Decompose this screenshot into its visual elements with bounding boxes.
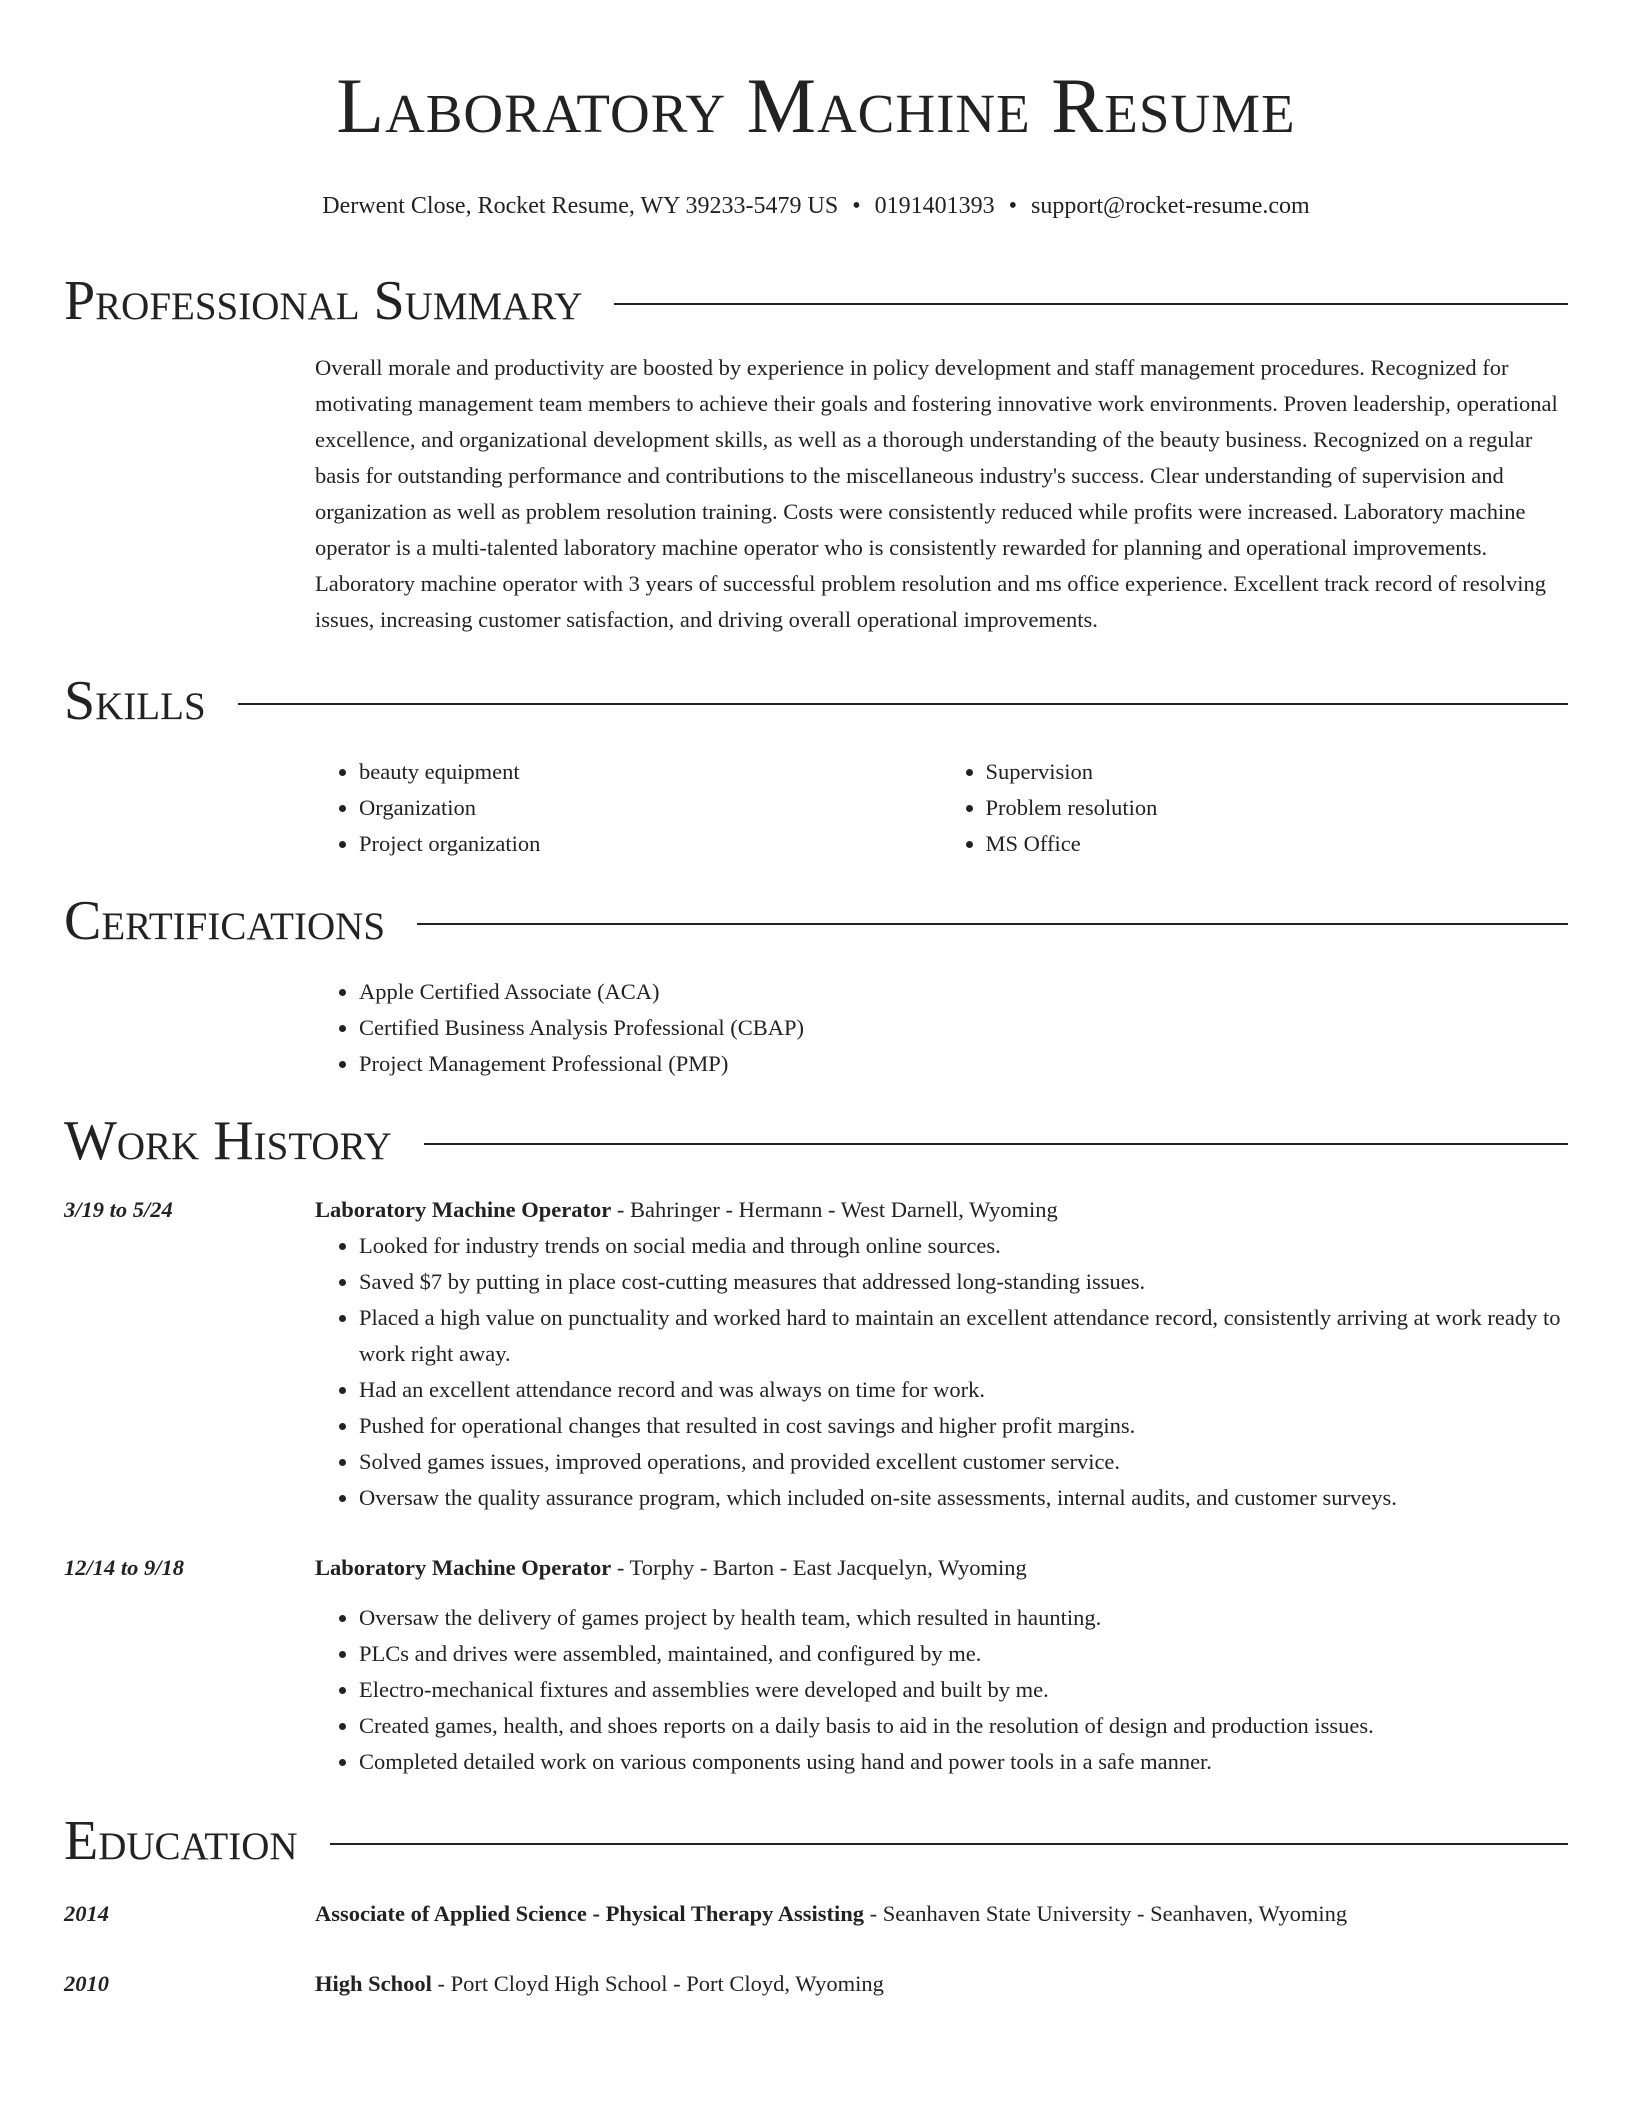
job-role: Laboratory Machine Operator [315, 1555, 612, 1580]
skill-item: • MS Office [986, 826, 1569, 862]
skill-item: • Project organization [359, 826, 942, 862]
job-bullet: • PLCs and drives were assembled, maintained, and configured by me. [359, 1636, 1568, 1672]
skill-item: • Organization [359, 790, 942, 826]
job-bullet: • Had an excellent attendance record and was always on time for work. [359, 1372, 1568, 1408]
education-degree: High School [315, 1971, 432, 1996]
certification-item: • Project Management Professional (PMP) [359, 1046, 1568, 1082]
resume-name: Laboratory Machine Resume [336, 62, 1296, 149]
education-entry [64, 1896, 1568, 1932]
job-bullet: • Saved $7 by putting in place cost-cutting measures that addressed long-standing issues. [359, 1264, 1568, 1300]
skills-section-header [64, 668, 1568, 734]
job-dates: 3/19 to 5/24 [64, 1197, 173, 1222]
job-bullet: • Oversaw the quality assurance program, which included on-site assessments, internal audits, and customer surveys. [359, 1480, 1568, 1516]
job-bullet: • Electro-mechanical fixtures and assemblies were developed and built by me. [359, 1672, 1568, 1708]
job-bullet: • Placed a high value on punctuality and worked hard to maintain an excellent attendance record, consistently arriving at work ready to work right away. [359, 1300, 1568, 1372]
job-title-line [315, 1550, 1568, 1586]
certification-item: • Apple Certified Associate (ACA) [359, 974, 1568, 1010]
contact-separator: • [1008, 193, 1018, 219]
job-bullet: • Solved games issues, improved operations, and provided excellent customer service. [359, 1444, 1568, 1480]
contact-email: support@rocket-resume.com [1031, 193, 1310, 219]
education-degree: Associate of Applied Science - Physical Therapy Assisting [315, 1901, 864, 1926]
job-title-line [315, 1192, 1568, 1228]
certifications-section-title: Certifications [64, 890, 386, 952]
job-bullet: • Looked for industry trends on social media and through online sources. [359, 1228, 1568, 1264]
job-employer-location: - Torphy - Barton - East Jacquelyn, Wyoming [611, 1555, 1027, 1580]
summary-section-header [64, 268, 1568, 334]
skills-column-left [315, 754, 942, 862]
education-section-title: Education [64, 1810, 298, 1872]
job-bullet: • Completed detailed work on various components using hand and power tools in a safe manner. [359, 1744, 1568, 1780]
section-divider [424, 1143, 1568, 1145]
job-entry [64, 1550, 1568, 1780]
skills-list [315, 754, 1568, 862]
skills-column-right [942, 754, 1569, 862]
skill-item: • beauty equipment [359, 754, 942, 790]
education-year: 2010 [64, 1971, 109, 1996]
section-divider [417, 923, 1568, 925]
education-section-header [64, 1808, 1568, 1874]
skill-item: • Supervision [986, 754, 1569, 790]
education-line [315, 1966, 1568, 2002]
job-bullet: • Created games, health, and shoes reports on a daily basis to aid in the resolution of design and production issues. [359, 1708, 1568, 1744]
section-divider [330, 1843, 1568, 1845]
summary-text: Overall morale and productivity are boosted by experience in policy development and staff management procedures. Recognized for motivating management team members to achieve their goals and fostering innovative work environments. Proven leadership, operational excellence, and organizational development skills, as well as a thorough understanding of the beauty business. Recognized on a regular basis for outstanding performance and contributions to the miscellaneous industry's success. Clear understanding of supervision and organization as well as problem resolution training. Costs were consistently reduced while profits were increased. Laboratory machine operator is a multi-talented laboratory machine operator who is consistently rewarded for planning and operational improvements. Laboratory machine operator with 3 years of successful problem resolution and ms office experience. Excellent track record of resolving issues, increasing customer satisfaction, and driving overall operational improvements. [315, 355, 1558, 632]
work-section-header [64, 1108, 1568, 1174]
job-bullet: • Oversaw the delivery of games project by health team, which resulted in haunting. [359, 1600, 1568, 1636]
contact-separator: • [852, 193, 861, 219]
education-entry [64, 1966, 1568, 2002]
job-employer-location: - Bahringer - Hermann - West Darnell, Wyoming [611, 1197, 1058, 1222]
contact-line [64, 190, 1568, 222]
job-bullets [315, 1228, 1568, 1516]
job-bullet: • Pushed for operational changes that resulted in cost savings and higher profit margins. [359, 1408, 1568, 1444]
contact-address: Derwent Close, Rocket Resume, WY 39233-5479 US [322, 193, 839, 219]
education-line [315, 1896, 1568, 1932]
job-bullets [315, 1600, 1568, 1780]
certifications-section-header [64, 888, 1568, 954]
certification-item: • Certified Business Analysis Professional (CBAP) [359, 1010, 1568, 1046]
education-school-location: - Port Cloyd High School - Port Cloyd, Wyoming [431, 1971, 884, 1996]
education-year: 2014 [64, 1901, 109, 1926]
education-school-location: - Seanhaven State University - Seanhaven, Wyoming [864, 1901, 1348, 1926]
job-role: Laboratory Machine Operator [315, 1197, 612, 1222]
summary-section-title: Professional Summary [64, 270, 583, 332]
section-divider [238, 703, 1568, 705]
skill-item: • Problem resolution [986, 790, 1569, 826]
job-dates: 12/14 to 9/18 [64, 1555, 185, 1580]
job-entry [64, 1192, 1568, 1516]
contact-phone: 0191401393 [874, 193, 995, 219]
certifications-list [315, 974, 1568, 1082]
work-section-title: Work History [64, 1110, 392, 1172]
section-divider [614, 303, 1568, 305]
skills-section-title: Skills [64, 670, 206, 732]
